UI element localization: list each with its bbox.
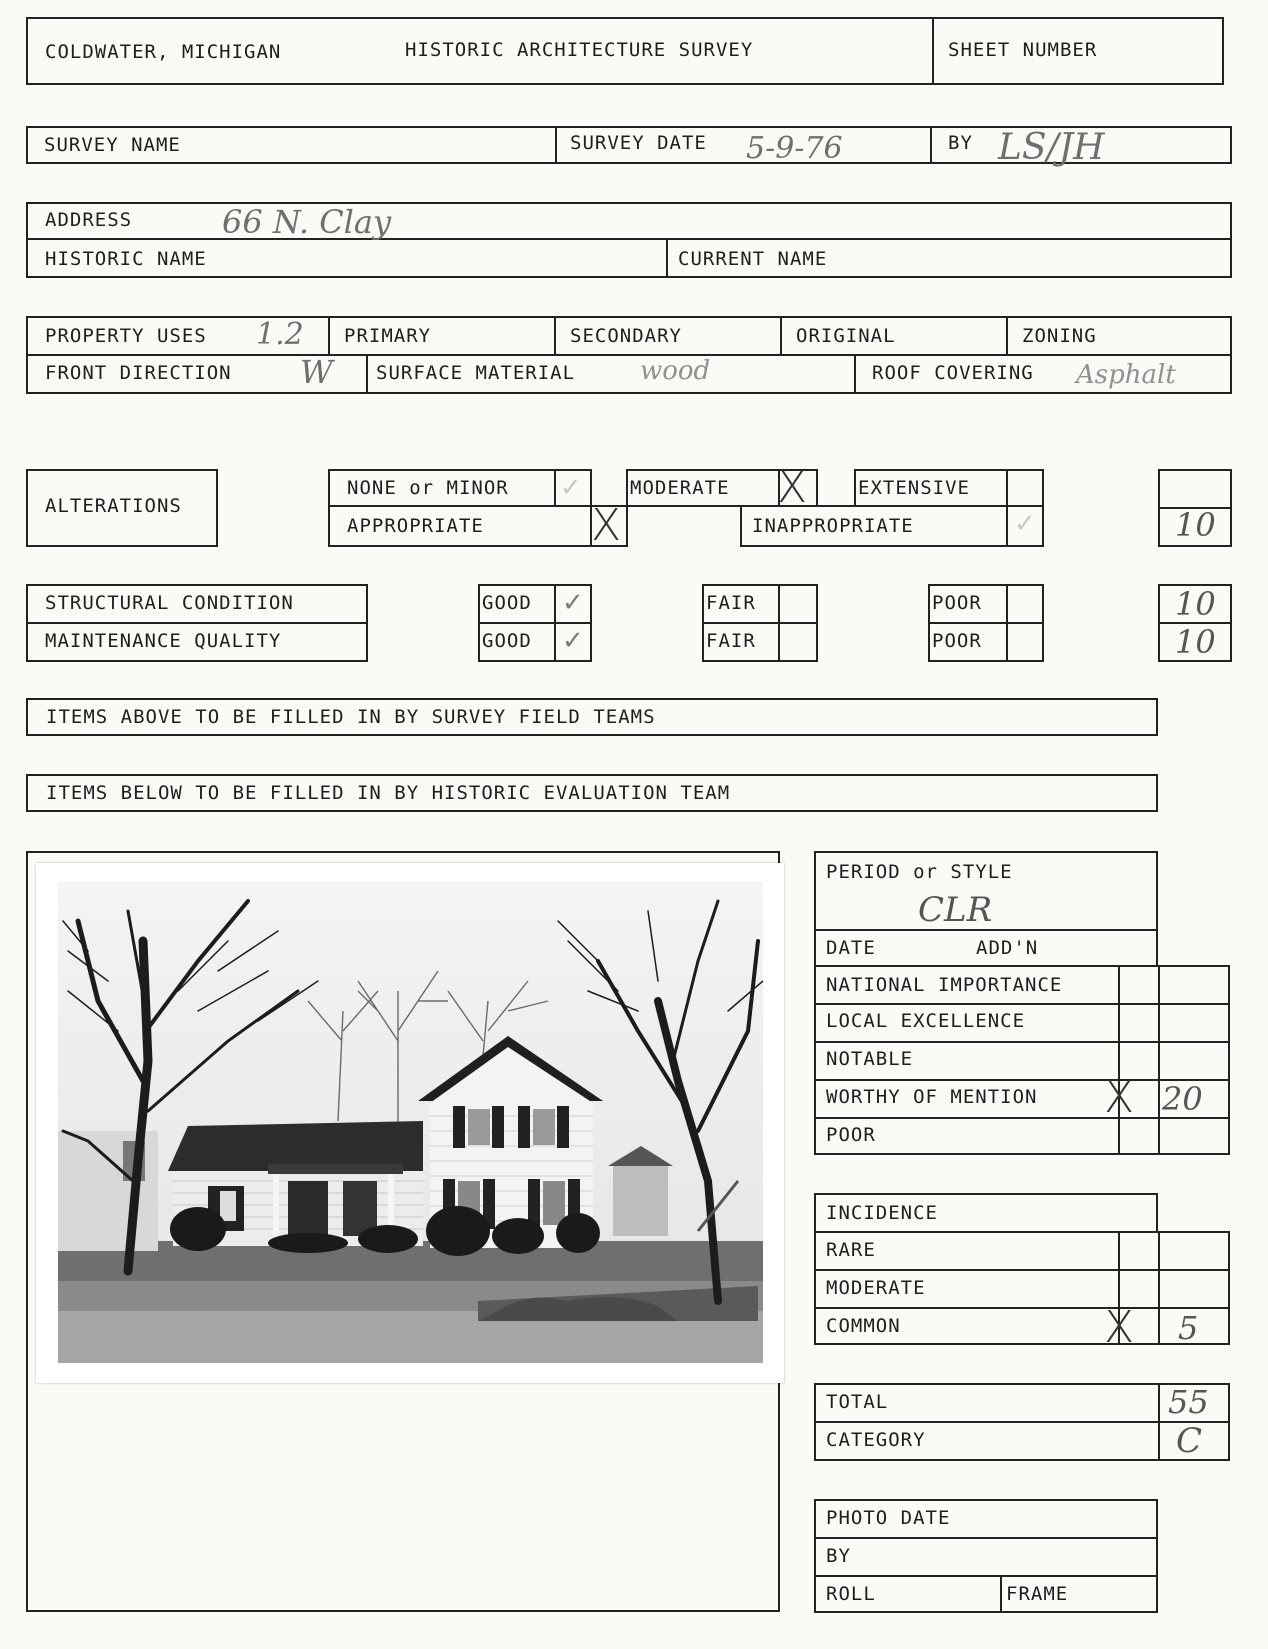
common-score: 5: [1178, 1309, 1199, 1347]
period-value: CLR: [918, 890, 993, 930]
photo-info-col: [1000, 1575, 1002, 1613]
property-uses-value: 1.2: [256, 317, 304, 352]
survey-left: [26, 126, 28, 164]
good-label-maintenance: GOOD: [482, 630, 532, 652]
poor-check-div: [1006, 584, 1008, 662]
property-divider: [26, 354, 1232, 356]
address-box: [26, 202, 1232, 278]
notable-label: NOTABLE: [826, 1048, 914, 1070]
current-name-label: CURRENT NAME: [678, 248, 828, 270]
alt-appropriate-label: APPROPRIATE: [347, 515, 484, 537]
address-label: ADDRESS: [45, 209, 133, 231]
header-title: HISTORIC ARCHITECTURE SURVEY: [405, 39, 754, 61]
worthy-label: WORTHY OF MENTION: [826, 1086, 1038, 1108]
primary-label: PRIMARY: [344, 325, 432, 347]
front-direction-value: W: [300, 353, 333, 391]
alt-extensive-check-div: [1006, 469, 1008, 507]
alt-none-label: NONE or MINOR: [347, 477, 509, 499]
alt-inappropriate-check-div: [1006, 505, 1008, 547]
common-mark: X: [1104, 1302, 1135, 1353]
date-label: DATE: [826, 937, 876, 959]
common-label: COMMON: [826, 1315, 901, 1337]
importance-col1: [1118, 965, 1120, 1155]
address-vdivider: [666, 238, 668, 278]
eval-poor-label: POOR: [826, 1124, 876, 1146]
frame-label: FRAME: [1006, 1583, 1069, 1605]
poor-label-structural: POOR: [932, 592, 982, 614]
survey-by-label: BY: [948, 132, 973, 154]
property-v5: [366, 354, 368, 394]
property-v6: [854, 354, 856, 394]
survey-div2: [930, 126, 932, 164]
header-divider: [932, 17, 934, 85]
surface-material-label: SURFACE MATERIAL: [376, 362, 576, 384]
good-label-structural: GOOD: [482, 592, 532, 614]
importance-row2: [814, 1041, 1230, 1043]
incidence-row1: [814, 1269, 1230, 1271]
poor-divider: [928, 622, 1044, 624]
category-label: CATEGORY: [826, 1429, 926, 1451]
alt-inappropriate-check: ✓: [1014, 509, 1036, 539]
local-excellence-label: LOCAL EXCELLENCE: [826, 1010, 1026, 1032]
photo-info-row2: [814, 1575, 1158, 1577]
photo-info-row1: [814, 1537, 1158, 1539]
incidence-row2: [814, 1307, 1230, 1309]
category-value: C: [1176, 1421, 1203, 1461]
front-direction-label: FRONT DIRECTION: [45, 362, 232, 384]
maintenance-good-check: ✓: [562, 626, 584, 656]
structural-good-check: ✓: [562, 588, 584, 618]
totals-col: [1158, 1383, 1160, 1461]
original-label: ORIGINAL: [796, 325, 896, 347]
survey-date-value: 5-9-76: [746, 131, 843, 166]
sheet-number-label: SHEET NUMBER: [948, 39, 1098, 61]
alt-score: 10: [1175, 506, 1216, 544]
survey-right: [1230, 126, 1232, 164]
structural-condition-label: STRUCTURAL CONDITION: [45, 592, 294, 614]
worthy-score: 20: [1162, 1080, 1203, 1118]
importance-row1: [814, 1003, 1230, 1005]
total-value: 55: [1168, 1383, 1209, 1421]
alterations-label: ALTERATIONS: [45, 495, 182, 517]
good-divider: [478, 622, 592, 624]
property-v2: [554, 316, 556, 354]
maintenance-score: 10: [1175, 623, 1216, 661]
alt-none-check: ✓: [560, 473, 582, 503]
alt-none-check-div: [554, 469, 556, 507]
alt-inappropriate-label: INAPPROPRIATE: [752, 515, 914, 537]
fair-label-structural: FAIR: [706, 592, 756, 614]
property-v1: [328, 316, 330, 354]
alt-appropriate-mark: X: [591, 500, 622, 551]
alt-extensive-label: EXTENSIVE: [858, 477, 970, 499]
fair-label-maintenance: FAIR: [706, 630, 756, 652]
alt-moderate-label: MODERATE: [630, 477, 730, 499]
survey-div1: [555, 126, 557, 164]
incidence-moderate-label: MODERATE: [826, 1277, 926, 1299]
rare-label: RARE: [826, 1239, 876, 1261]
structural-score: 10: [1175, 585, 1216, 623]
address-divider: [26, 238, 1232, 240]
address-value: 66 N. Clay: [222, 203, 392, 241]
zoning-label: ZONING: [1022, 325, 1097, 347]
survey-by-value: LS/JH: [998, 127, 1105, 168]
property-v3: [780, 316, 782, 354]
roll-label: ROLL: [826, 1583, 876, 1605]
roof-covering-value: Asphalt: [1076, 360, 1176, 390]
alt-moderate-mark: X: [777, 462, 808, 513]
note-above: ITEMS ABOVE TO BE FILLED IN BY SURVEY FIELD TEAMS: [46, 706, 656, 728]
total-label: TOTAL: [826, 1391, 889, 1413]
header-city: COLDWATER, MICHIGAN: [45, 41, 282, 63]
note-below: ITEMS BELOW TO BE FILLED IN BY HISTORIC EVALUATION TEAM: [46, 782, 731, 804]
house-photo-image: [58, 881, 763, 1363]
photo-by-label: BY: [826, 1545, 851, 1567]
incidence-label: INCIDENCE: [826, 1202, 938, 1224]
secondary-label: SECONDARY: [570, 325, 682, 347]
poor-label-maintenance: POOR: [932, 630, 982, 652]
condition-label-divider: [26, 622, 368, 624]
property-uses-label: PROPERTY USES: [45, 325, 207, 347]
fair-check-div: [778, 584, 780, 662]
house-photograph: [36, 863, 784, 1383]
fair-divider: [702, 622, 818, 624]
survey-name-label: SURVEY NAME: [44, 134, 181, 156]
addn-label: ADD'N: [976, 937, 1039, 959]
good-check-div: [554, 584, 556, 662]
maintenance-quality-label: MAINTENANCE QUALITY: [45, 630, 282, 652]
property-v4: [1006, 316, 1008, 354]
roof-covering-label: ROOF COVERING: [872, 362, 1034, 384]
surface-material-value: wood: [640, 356, 711, 386]
period-label: PERIOD or STYLE: [826, 861, 1013, 883]
totals-divider: [814, 1421, 1230, 1423]
historic-name-label: HISTORIC NAME: [45, 248, 207, 270]
survey-date-label: SURVEY DATE: [570, 132, 707, 154]
importance-col2: [1158, 965, 1160, 1155]
worthy-mark: X: [1104, 1072, 1135, 1123]
national-importance-label: NATIONAL IMPORTANCE: [826, 974, 1063, 996]
photo-date-label: PHOTO DATE: [826, 1507, 951, 1529]
incidence-col2: [1158, 1231, 1160, 1345]
